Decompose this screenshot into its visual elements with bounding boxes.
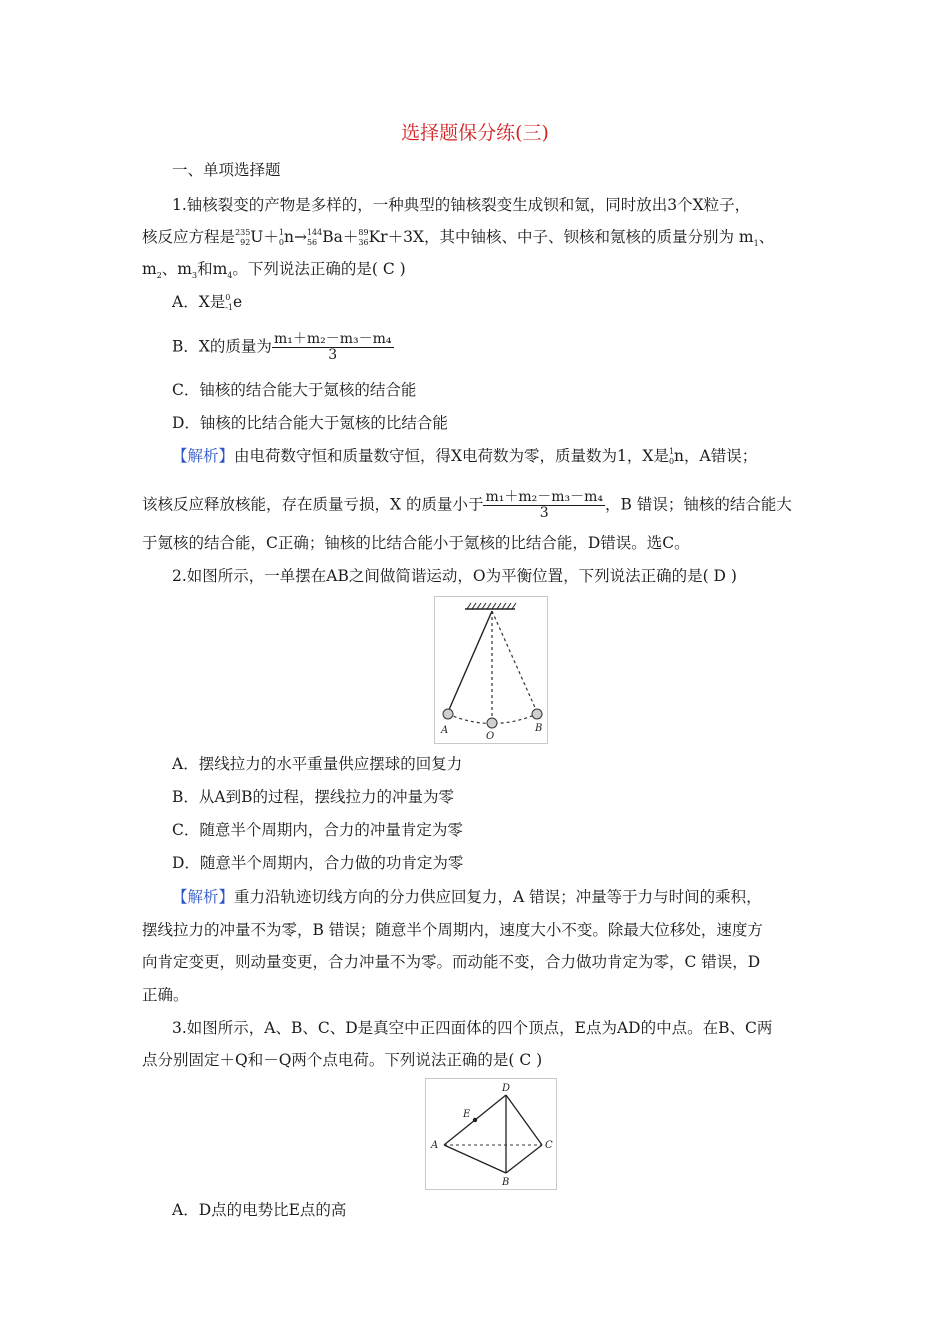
q1-option-b: B．X的质量为 $\frac{\text{m₁＋m₂－m₃－m₄}}{3}$	[172, 331, 392, 363]
q1-analysis-line1: 【解析】由电荷数守恒和质量数守恒，得X电荷数为零，质量数为1，X是 1 0 n，A错误；	[172, 447, 758, 466]
q1-stem-line1: 1.铀核裂变的产物是多样的，一种典型的铀核裂变生成钡和氪，同时放出3个X粒子，	[172, 196, 751, 214]
q3-stem-line2: 点分别固定＋Q和－Q两个点电荷。下列说法正确的是( C )	[142, 1051, 543, 1069]
page-title: 选择题保分练(三)	[401, 122, 549, 144]
q1-option-c: C．铀核的结合能大于氪核的结合能	[172, 381, 417, 399]
pendulum-figure	[434, 596, 548, 744]
section-heading: 一、单项选择题	[172, 161, 281, 179]
q1-stem-line2: 核反应方程是 235 92 U＋ 1 0 n→ 144 56 Ba＋ 89 36 Kr＋3X，其中铀核、中子、钡核和氪核的质量分别为 $m_1$、	[142, 228, 775, 248]
q1-stem-line3: $m_2$、$m_3$和$m_4$。下列说法正确的是( C )	[142, 260, 406, 280]
pendulum-label-b: B	[535, 723, 543, 734]
pendulum-label-o: O	[486, 731, 495, 742]
q2-analysis-line3: 向肯定变更，则动量变更，合力冲量不为零。而动能不变，合力做功肯定为零，C 错误，D	[142, 953, 761, 971]
q3-stem-line1: 3.如图所示，A、B、C、D是真空中正四面体的四个顶点，E点为AD的中点。在B、C两	[172, 1019, 773, 1037]
mass-fraction: $\frac{\text{m₁＋m₂－m₃－m₄}}{3}$	[273, 331, 392, 363]
q3-option-a: A．D点的电势比E点的高	[172, 1201, 347, 1219]
tetra-label-d: D	[502, 1083, 511, 1094]
q2-analysis-line4: 正确。	[142, 986, 189, 1004]
tetra-label-c: C	[545, 1140, 553, 1151]
q2-option-b: B．从A到B的过程，摆线拉力的冲量为零	[172, 788, 454, 806]
mass-fraction-analysis: $\frac{\text{m₁＋m₂－m₃－m₄}}{3}$	[485, 489, 604, 521]
q2-option-a: A．摆线拉力的水平重量供应摆球的回复力	[172, 755, 463, 773]
q2-option-d: D．随意半个周期内，合力做的功肯定为零	[172, 854, 464, 872]
q2-analysis-line2: 摆线拉力的冲量不为零，B 错误；随意半个周期内，速度大小不变。除最大位移处，速度方	[142, 921, 763, 939]
q2-stem: 2.如图所示，一单摆在AB之间做简谐运动，O为平衡位置，下列说法正确的是( D )	[172, 567, 737, 585]
q1-analysis-line3: 于氪核的结合能，C正确；铀核的比结合能小于氪核的比结合能，D错误。选C。	[142, 534, 690, 552]
q2-analysis-line1: 【解析】重力沿轨迹切线方向的分力供应回复力，A 错误；冲量等于力与时间的乘积，	[172, 888, 762, 906]
q1-analysis-line2: 该核反应释放核能，存在质量亏损，X 的质量小于 $\frac{\text{m₁＋m₂－m₃－m₄}}{3}$ ，B 错误；铀核的结合能大	[142, 489, 792, 521]
q1-option-d: D．铀核的比结合能大于氪核的比结合能	[172, 414, 448, 432]
tetrahedron-figure	[425, 1078, 557, 1190]
tetra-label-e: E	[463, 1109, 471, 1120]
tetra-label-b: B	[502, 1177, 510, 1188]
q2-option-c: C．随意半个周期内，合力的冲量肯定为零	[172, 821, 463, 839]
tetra-label-a: A	[431, 1140, 439, 1151]
q1-option-a: A．X是 0 -1 e	[172, 293, 243, 312]
pendulum-label-a: A	[441, 725, 449, 736]
